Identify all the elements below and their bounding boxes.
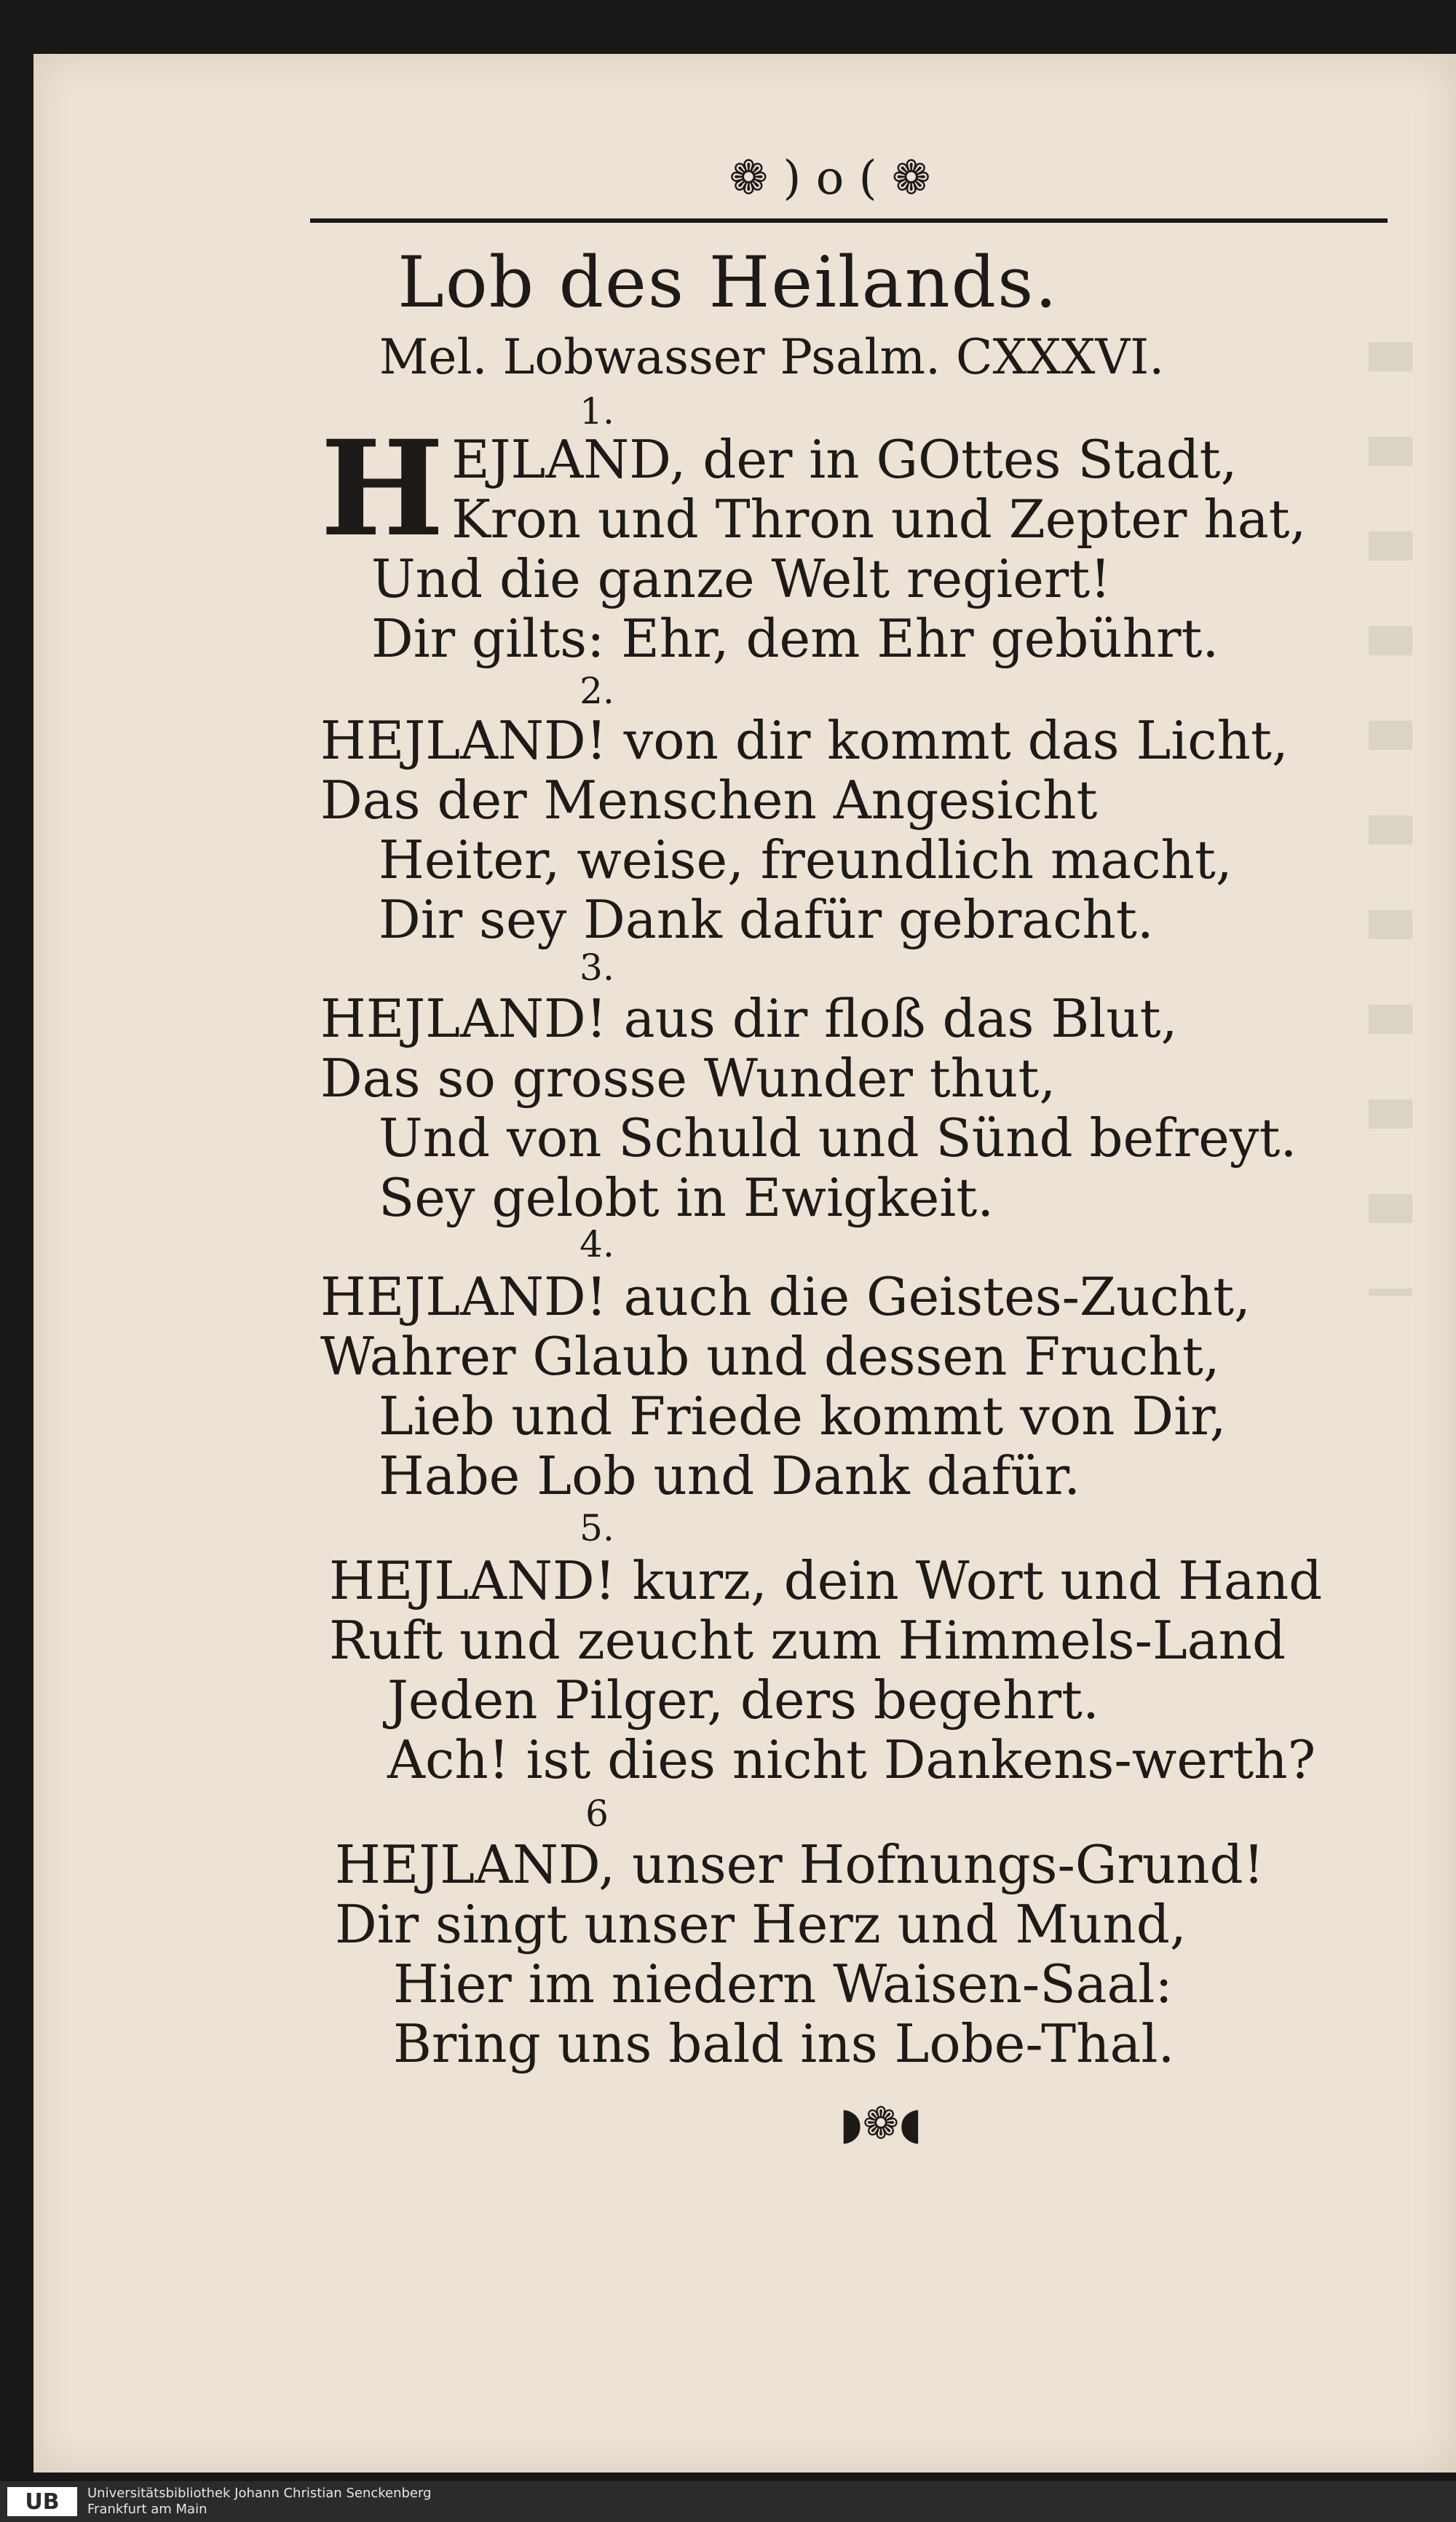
- verse-line: Bring uns bald ins Lobe-Thal.: [393, 2013, 1175, 2074]
- verse-line: Wahrer Glaub und dessen Frucht,: [320, 1326, 1220, 1387]
- verse-line: Und von Schuld und Sünd befreyt.: [379, 1107, 1297, 1169]
- stanza-number-1: 1.: [579, 390, 614, 432]
- stanza-5: [329, 1551, 1421, 1790]
- verse-line: Dir singt unser Herz und Mund,: [335, 1894, 1187, 1955]
- page-title: Lob des Heilands.: [397, 242, 1059, 323]
- header-ornament: [655, 149, 1005, 207]
- stanza-number-4: 4.: [579, 1223, 614, 1265]
- verse-line: Das der Menschen Angesicht: [320, 770, 1098, 831]
- verse-line: Das so grosse Wunder thut,: [320, 1048, 1056, 1109]
- verse-line: Heiter, weise, freundlich macht,: [379, 829, 1233, 890]
- stanza-1: [320, 412, 1412, 669]
- verse-line: Habe Lob und Dank dafür.: [379, 1445, 1081, 1506]
- header-ornament-text: ❁ ) o ( ❁: [729, 151, 931, 205]
- stanza-number-6: 6: [585, 1792, 609, 1835]
- verse-line: HEJLAND! auch die Geistes-Zucht,: [320, 1266, 1251, 1327]
- tailpiece-ornament-text: ◗❁◖: [839, 2098, 922, 2149]
- library-credit: [87, 2486, 432, 2518]
- stanza-number-3: 3.: [579, 946, 614, 989]
- verse-line: HEJLAND! aus dir floß das Blut,: [320, 988, 1178, 1049]
- stanza-6: [335, 1835, 1427, 2074]
- verse-line: EJLAND, der in GOttes Stadt,: [451, 429, 1238, 490]
- library-name: Universitätsbibliothek Johann Christian Senckenberg: [87, 2486, 432, 2501]
- verse-line: Dir sey Dank dafür gebracht.: [379, 889, 1154, 950]
- verse-line: Kron und Thron und Zepter hat,: [451, 489, 1307, 550]
- book-page: [33, 54, 1456, 2472]
- stanza-number-2: 2.: [579, 670, 614, 712]
- verse-line: Jeden Pilger, ders begehrt.: [387, 1669, 1099, 1731]
- library-logo: UB: [7, 2487, 77, 2516]
- drop-cap: H: [320, 412, 445, 566]
- verse-line: Hier im niedern Waisen-Saal:: [393, 1953, 1173, 2015]
- verse-line: Und die ganze Welt regiert!: [371, 548, 1112, 609]
- stanza-4: [320, 1267, 1412, 1506]
- library-city: Frankfurt am Main: [87, 2502, 207, 2517]
- verse-line: Lieb und Friede kommt von Dir,: [379, 1385, 1227, 1447]
- verse-line: Ruft und zeucht zum Himmels-Land: [329, 1610, 1286, 1671]
- verse-line: Dir gilts: Ehr, dem Ehr gebührt.: [371, 608, 1219, 669]
- stanza-3: [320, 989, 1412, 1228]
- header-rule: [310, 218, 1388, 223]
- verse-line: Sey gelobt in Ewigkeit.: [379, 1167, 994, 1228]
- verse-line: HEJLAND, unser Hofnungs-Grund!: [335, 1834, 1265, 1895]
- verse-line: HEJLAND! von dir kommt das Licht,: [320, 710, 1289, 771]
- library-footer: [0, 2481, 1456, 2522]
- stanza-2: [320, 711, 1412, 949]
- verse-line: Ach! ist dies nicht Dankens-werth?: [387, 1729, 1316, 1790]
- tailpiece-ornament: [772, 2098, 990, 2149]
- stanza-number-5: 5.: [579, 1507, 614, 1549]
- verse-line: HEJLAND! kurz, dein Wort und Hand: [329, 1550, 1323, 1611]
- melody-line: Mel. Lobwasser Psalm. CXXXVI.: [379, 329, 1165, 385]
